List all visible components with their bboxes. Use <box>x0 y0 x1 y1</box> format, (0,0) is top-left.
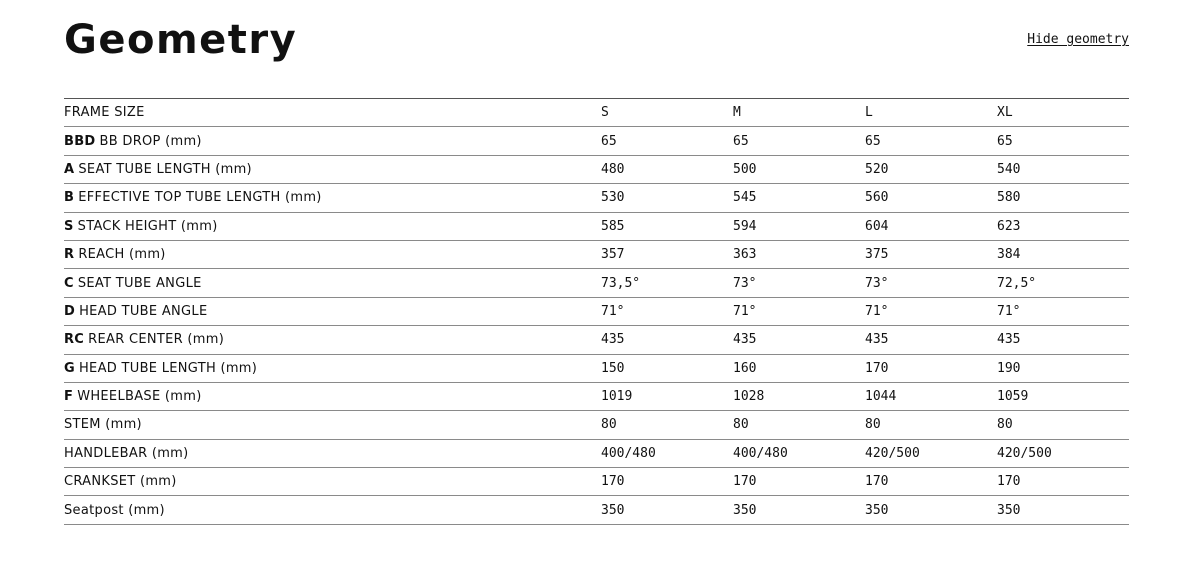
cell-size-l: 73° <box>865 275 889 291</box>
row-label-text: WHEELBASE (mm) <box>77 389 202 405</box>
cell-size-m: 1028 <box>733 389 765 405</box>
table-row <box>64 411 1129 439</box>
row-code: C <box>64 275 74 291</box>
row-label <box>64 496 601 524</box>
row-code: BBD <box>64 133 96 149</box>
cell-size-m: 594 <box>733 218 757 234</box>
cell-size-s: 1019 <box>601 389 633 405</box>
cell-size-xl: 540 <box>997 161 1021 177</box>
table-row <box>64 354 1129 382</box>
cell-size-xl: 80 <box>997 417 1013 433</box>
geometry-table <box>64 98 1129 525</box>
cell-size-m: 160 <box>733 360 757 376</box>
row-code: B <box>64 190 75 206</box>
table-row <box>64 297 1129 325</box>
cell-size-s: 150 <box>601 360 625 376</box>
cell-size-l: 560 <box>865 190 889 206</box>
cell-size-s: 480 <box>601 161 625 177</box>
row-label <box>64 382 601 410</box>
table-row <box>64 155 1129 183</box>
cell-size-l: 350 <box>865 502 889 518</box>
cell-size-m: 363 <box>733 247 757 263</box>
cell-size-s: 73,5° <box>601 275 641 291</box>
cell-size-xl: 384 <box>997 247 1021 263</box>
cell-size-xl: 190 <box>997 360 1021 376</box>
cell-size-s: 350 <box>601 502 625 518</box>
cell-size-l: 80 <box>865 417 881 433</box>
cell-size-m: 170 <box>733 474 757 490</box>
row-label <box>64 354 601 382</box>
cell-size-s: 80 <box>601 417 617 433</box>
table-row <box>64 439 1129 467</box>
row-label <box>64 155 601 183</box>
cell-size-l: 65 <box>865 133 881 149</box>
row-code: RC <box>64 332 85 348</box>
row-label <box>64 269 601 297</box>
cell-size-m: 500 <box>733 161 757 177</box>
row-label-text: HANDLEBAR (mm) <box>64 445 189 461</box>
cell-size-s: 435 <box>601 332 625 348</box>
cell-size-xl: 350 <box>997 502 1021 518</box>
cell-size-l: 435 <box>865 332 889 348</box>
cell-size-xl: 72,5° <box>997 275 1037 291</box>
table-row <box>64 326 1129 354</box>
row-label-text: STEM (mm) <box>64 417 142 433</box>
row-label <box>64 240 601 268</box>
row-code: G <box>64 360 75 376</box>
cell-size-l: 604 <box>865 218 889 234</box>
row-label-text: CRANKSET (mm) <box>64 474 177 490</box>
cell-size-m: 73° <box>733 275 757 291</box>
cell-size-l: 420/500 <box>865 445 920 461</box>
row-label-text: REAR CENTER (mm) <box>88 332 225 348</box>
cell-size-xl: 65 <box>997 133 1013 149</box>
row-label <box>64 439 601 467</box>
column-header-size-xl: XL <box>997 105 1013 121</box>
table-row <box>64 184 1129 212</box>
row-label-text: HEAD TUBE ANGLE <box>79 303 208 319</box>
row-label <box>64 212 601 240</box>
cell-size-xl: 623 <box>997 218 1021 234</box>
table-row <box>64 212 1129 240</box>
cell-size-m: 400/480 <box>733 445 788 461</box>
cell-size-s: 357 <box>601 247 625 263</box>
row-label-text: REACH (mm) <box>78 247 166 263</box>
cell-size-m: 350 <box>733 502 757 518</box>
cell-size-l: 520 <box>865 161 889 177</box>
cell-size-xl: 1059 <box>997 389 1029 405</box>
table-row <box>64 240 1129 268</box>
table-header-row <box>64 99 1129 127</box>
cell-size-m: 65 <box>733 133 749 149</box>
cell-size-l: 1044 <box>865 389 897 405</box>
cell-size-s: 71° <box>601 303 625 319</box>
table-row <box>64 269 1129 297</box>
row-label-text: BB DROP (mm) <box>99 133 202 149</box>
cell-size-xl: 435 <box>997 332 1021 348</box>
row-label-text: HEAD TUBE LENGTH (mm) <box>78 360 258 376</box>
row-label-text: SEAT TUBE LENGTH (mm) <box>78 161 252 177</box>
cell-size-xl: 170 <box>997 474 1021 490</box>
geometry-header <box>64 14 1129 70</box>
cell-size-l: 170 <box>865 474 889 490</box>
cell-size-m: 71° <box>733 303 757 319</box>
row-label-text: EFFECTIVE TOP TUBE LENGTH (mm) <box>78 190 322 206</box>
cell-size-s: 65 <box>601 133 617 149</box>
row-code: D <box>64 303 76 319</box>
cell-size-s: 530 <box>601 190 625 206</box>
table-row <box>64 127 1129 155</box>
row-label-text: Seatpost (mm) <box>64 502 165 518</box>
row-label <box>64 127 601 155</box>
row-code: F <box>64 389 74 405</box>
cell-size-xl: 420/500 <box>997 445 1052 461</box>
row-code: A <box>64 161 75 177</box>
row-label <box>64 411 601 439</box>
cell-size-m: 80 <box>733 417 749 433</box>
cell-size-l: 71° <box>865 303 889 319</box>
row-label <box>64 184 601 212</box>
cell-size-m: 435 <box>733 332 757 348</box>
column-header-size-s: S <box>601 105 609 121</box>
cell-size-xl: 580 <box>997 190 1021 206</box>
row-code: R <box>64 247 75 263</box>
column-header-frame-size: FRAME SIZE <box>64 105 145 121</box>
table-row <box>64 496 1129 524</box>
row-label <box>64 297 601 325</box>
row-label <box>64 468 601 496</box>
table-row <box>64 382 1129 410</box>
row-label-text: SEAT TUBE ANGLE <box>77 275 202 291</box>
row-code: S <box>64 218 74 234</box>
cell-size-l: 375 <box>865 247 889 263</box>
cell-size-m: 545 <box>733 190 757 206</box>
row-label <box>64 326 601 354</box>
cell-size-s: 400/480 <box>601 445 656 461</box>
cell-size-xl: 71° <box>997 303 1021 319</box>
row-label-text: STACK HEIGHT (mm) <box>77 218 218 234</box>
cell-size-l: 170 <box>865 360 889 376</box>
page-title: Geometry <box>64 17 298 63</box>
table-row <box>64 468 1129 496</box>
hide-geometry-link[interactable]: Hide geometry <box>1027 32 1129 47</box>
column-header-size-m: M <box>733 105 741 121</box>
cell-size-s: 170 <box>601 474 625 490</box>
cell-size-s: 585 <box>601 218 625 234</box>
column-header-size-l: L <box>865 105 873 121</box>
